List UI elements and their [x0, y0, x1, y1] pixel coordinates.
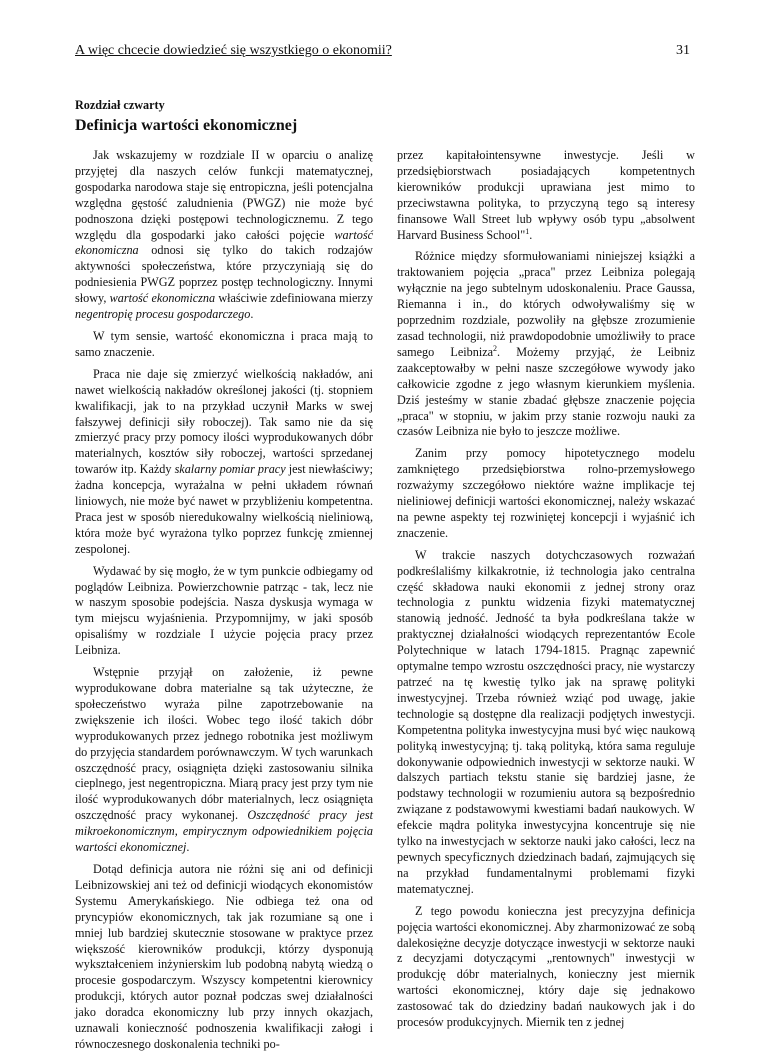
footnote-ref: 2 [493, 343, 498, 353]
paragraph: Dotąd definicja autora nie różni się ani od definicji Leibnizowskiej ani też od definicji wiodących ekonomistów Systemu Amerykańskiego. Nie odbiega też ona od pryncypiów ekonomicznych, tak jak rozumiane są one i mniej lub bardziej skutecznie stosowane w praktyce przez większość kierowników produkcji, którzy dysponują wykształceniem inżynierskim lub podobną nabytą wiedzą o procesie gospodarczym. Wszyscy kompetentni kierownicy produkcji, których autor poznał podczas swej działalności jako doradca ekonomiczny lub przy innych okazjach, uznawali konieczność podnoszenia kwalifikacji załogi i równoczesnego doskonalenia techniki po- [75, 861, 373, 1051]
paragraph: W trakcie naszych dotychczasowych rozważań podkreślaliśmy kilkakrotnie, iż technologia jako centralna część składowa nauki ekonomii z jednej strony oraz technologia z punktu widzenia fizyki matematycznej stanowią jedność. Jedność ta była podkreślana także w praktycznej działalności wiodących reprezentantów Ecole Polytechnique w latach 1794-1815. Pragnąc zapewnić optymalne tempo wzrostu oszczędności pracy, nie wystarczy patrzeć na tę kwestię tylko jak na sprawę polityki inwestycyjnej. Trzeba również wziąć pod uwagę, jakie technologie są dostępne dla realizacji podjętych inwestycji. Kompetentna polityka inwestycyjna musi być więc naukową polityką inwestycyjną; tj. taką polityką, która sama reguluje dokonywanie odpowiednich inwestycji w sektorze nauki. W dalszych partiach tekstu stanie się bardziej jasne, że podstawy technologii w rozumieniu autora są bezpośrednio związane z podstawowymi kwestiami badań naukowych. W efekcie mądra polityka inwestycyjna koncentruje się nie tylko na inwestycjach w sektorze nauki jako całości, lecz na pewnych specyficznych dziedzinach badań, zajmujących się na przykład fundamentalnymi problemami fizyki matematycznej. [397, 547, 695, 896]
footnote-ref: 1 [525, 226, 530, 236]
chapter-label: Rozdział czwarty [75, 98, 165, 112]
left-column [75, 148, 373, 1059]
paragraph: W tym sensie, wartość ekonomiczna i praca mają to samo znaczenie. [75, 328, 373, 359]
paragraph: Zanim przy pomocy hipotetycznego modelu zamkniętego przedsiębiorstwa rolno-przemysłowego rozważymy szczegółowo niektóre ważne implikacje tej nieliniowej definicji wartości ekonomicznej, należy wskazać na pewne aspekty tej rozwiniętej koncepcji i wyjaśnić ich znaczenie. [397, 446, 695, 540]
paragraph: Wydawać by się mogło, że w tym punkcie odbiegamy od poglądów Leibniza. Powierzchownie patrząc - tak, lecz nie w naszym sposobie podejścia. Nasza dyskusja wymaga w tym miejscu wyjaśnienia. Przypomnijmy, w jaki sposób opisaliśmy w rozdziale I użycie pojęcia pracy przez Leibniza. [75, 563, 373, 658]
right-column [397, 148, 695, 1037]
paragraph: Wstępnie przyjął on założenie, iż pewne wyprodukowane dobra materialne są tak użyteczne, że społeczeństwo wyraża pilne zapotrzebowanie na zwiększenie ich ilości. Wobec tego ilość takich dóbr wyprodukowanych przez jednego robotnika jest możliwym do przyjęcia standardem porównawczym. W tych warunkach oszczędność pracy, osiągnięta dzięki zastosowaniu silnika cieplnego, jest negentropiczna. Miarą pracy jest przy tym nie ilość wyprodukowanych dóbr materialnych, lecz osiągnięta oszczędność pracy wykonanej. Oszczędność pracy jest mikroekonomicznym, empirycznym odpowiednikiem pojęcia wartości ekonomicznej. [75, 665, 373, 855]
paragraph: Z tego powodu konieczna jest precyzyjna definicja pojęcia wartości ekonomicznej. Aby zharmonizować ze sobą dalekosiężne decyzje dotyczące inwestycji w sektorze nauki z decyzjami dotyczącymi „rentownych" inwestycji w produkcję dóbr materialnych, konieczny jest miernik wartości ekonomicznej, który daje się jednakowo zastosować tak do dziedziny badań naukowych jak i do procesów produkcyjnych. Miernik ten z jednej [397, 903, 695, 1030]
running-header [75, 42, 690, 60]
section-title: Definicja wartości ekonomicznej [75, 117, 298, 134]
page-number: 31 [676, 43, 690, 58]
running-title: A więc chcecie dowiedzieć się wszystkiego o ekonomii? [75, 43, 392, 58]
paragraph: przez kapitałointensywne inwestycje. Jeśli w przedsiębiorstwach posiadających kompetentnych kierowników produkcji uprawiana jest mimo to przeciwstawna polityka, to przyczyną tego są interesy finansowe Wall Street lub wpływy osób typu „absolwent Harvard Business School"$^1$. [397, 148, 695, 242]
paragraph: Jak wskazujemy w rozdziale II w oparciu o analizę przyjętej dla naszych celów funkcji matematycznej, gospodarka narodowa staje się entropiczna, jeśli potencjalna względna gęstość zaludnienia (PWGZ) nie może być podnoszona dzięki postępowi technologicznemu. Z tego względu dla gospodarki jako całości pojęcie wartość ekonomiczna odnosi się tylko do takich rodzajów aktywności społeczeństwa, które przyczyniają się do podniesienia PWGZ poprzez postęp technologiczny. Innymi słowy, wartość ekonomiczna właściwie zdefiniowana mierzy negentropię procesu gospodarczego. [75, 148, 373, 322]
paragraph: Praca nie daje się zmierzyć wielkością nakładów, ani nawet wielkością nakładów określonej jakości (tj. stopniem kwalifikacji, jak to na przykład uczynił Marks w swej fałszywej definicji siły roboczej). Tak samo nie da się zmierzyć pracy przy pomocy ilości wyprodukowanych dóbr materialnych, kosztów siły roboczej, wartości sprzedanej towarów itp. Każdy skalarny pomiar pracy jest niewłaściwy; żadna koncepcja, wyrażalna w pełni układem równań liniowych, nie może być nawet w przybliżeniu kompetentna. Praca jest w sposób nieredukowalny wielkością nieliniową, która może być wyrażona tylko poprzez funkcję zmiennej zespolonej. [75, 366, 373, 556]
paragraph: Różnice między sformułowaniami niniejszej książki a traktowaniem pojęcia „praca" przez Leibniza polegają wyłącznie na jego subtelnym udoskonaleniu. Prace Gaussa, Riemanna i in., do których odwoływaliśmy się w poprzednim rozdziale, pozwoliły na głębsze zrozumienie zasad technologii, niż prawdopodobnie umożliwiły to prace samego Leibniza$^2$. Możemy przyjąć, że Leibniz zaakceptowałby w pełni nasze szczegółowe wywody jako całkowicie zgodne z jego własnym kierunkiem myślenia. Dziś jesteśmy w stanie zbadać głębsze znaczenie pojęcia „praca" w stopniu, w jakim przy stanie rozwoju nauki za czasów Leibniza nie było to jeszcze możliwe. [397, 249, 695, 439]
